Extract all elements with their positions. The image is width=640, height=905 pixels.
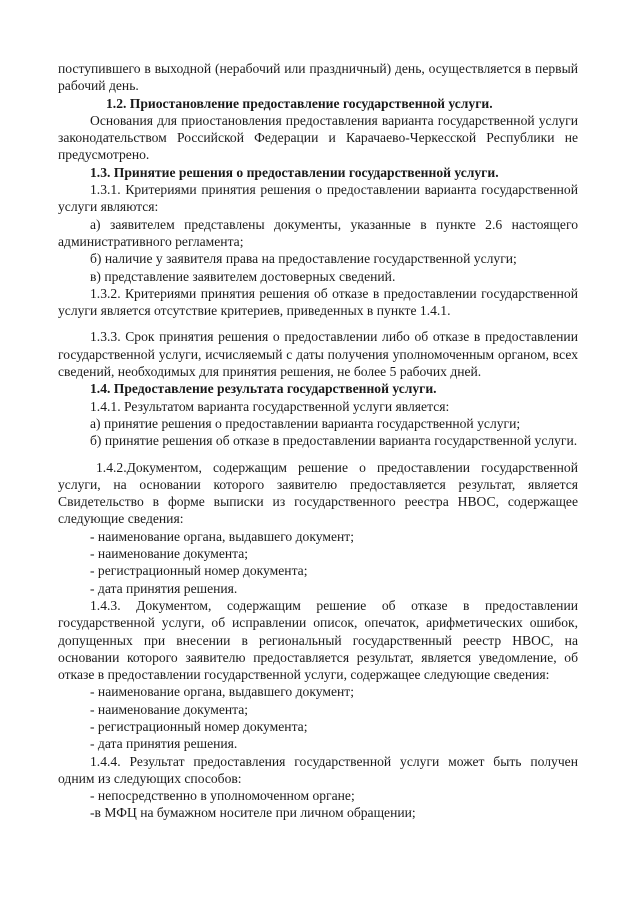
info-item: - регистрационный номер документа;: [90, 718, 308, 734]
info-item: - регистрационный номер документа;: [90, 563, 308, 579]
result-item-b: б) принятие решения об отказе в предоставлении варианта государственной услуги.: [90, 433, 578, 449]
paragraph-1-4-2: 1.4.2.Документом, содержащим решение о предоставлении государственной услуги, на основании которого заявителю предоставляется результат, является Свидетельство в форме выписки из государственного реестра НВОС, содержащее следующие сведения:: [58, 459, 578, 527]
list-item-v: в) представление заявителем достоверных сведений.: [90, 268, 396, 284]
paragraph-1-4-3: 1.4.3. Документом, содержащим решение об отказе в предоставлении государственной услуги, об исправлении описок, опечаток, арифметических ошибок, допущенных при внесении в региональный государственный реестр НВОС, на основании которого заявителю предоставляется результат, является уведомление, об отказе в предоставлении государственной услуги, содержащее следующие сведения:: [58, 597, 578, 683]
result-item-a: а) принятие решения о предоставлении варианта государственной услуги;: [90, 415, 521, 431]
info-item: - наименование документа;: [90, 546, 249, 562]
method-item: - непосредственно в уполномоченном органе;: [90, 788, 355, 804]
paragraph-continuation: поступившего в выходной (нерабочий или праздничный) день, осуществляется в первый рабочий день.: [58, 61, 578, 94]
info-item: - наименование органа, выдавшего документ;: [90, 528, 355, 544]
paragraph-1-4-4: 1.4.4. Результат предоставления государственной услуги может быть получен одним из следующих способов:: [58, 753, 578, 786]
paragraph-1-3-1: 1.3.1. Критериями принятия решения о предоставлении варианта государственной услуги являются:: [58, 182, 578, 215]
paragraph-suspension-basis: Основания для приостановления предоставления варианта государственной услуги законодательством Российской Федерации и Карачаево-Черкесской Республики не предусмотрено.: [58, 112, 578, 163]
paragraph-1-4-1: 1.4.1. Результатом варианта государственной услуги является:: [90, 398, 450, 414]
list-item-b: б) наличие у заявителя права на предоставление государственной услуги;: [90, 251, 517, 267]
heading-1-4: 1.4. Предоставление результата государственной услуги.: [90, 381, 437, 397]
info-item: - наименование органа, выдавшего документ;: [90, 684, 355, 700]
list-item-a: а) заявителем представлены документы, указанные в пункте 2.6 настоящего административного регламента;: [58, 216, 578, 249]
heading-1-3: 1.3. Принятие решения о предоставлении государственной услуги.: [90, 164, 499, 180]
method-item: -в МФЦ на бумажном носителе при личном обращении;: [90, 805, 416, 821]
paragraph-1-3-2: 1.3.2. Критериями принятия решения об отказе в предоставлении государственной услуги является отсутствие критериев, приведенных в пункте 1.4.1.: [58, 285, 578, 319]
info-item: - дата принятия решения.: [90, 736, 238, 752]
heading-1-2: 1.2. Приостановление предоставление государственной услуги.: [106, 95, 493, 111]
info-item: - наименование документа;: [90, 701, 249, 717]
document-page: [58, 60, 578, 822]
paragraph-1-3-3: 1.3.3. Срок принятия решения о предоставлении либо об отказе в предоставлении государственной услуги, исчисляемый с даты получения уполномоченным органом, всех сведений, необходимых для принятия решения, не более 5 рабочих дней.: [58, 329, 578, 380]
info-item: - дата принятия решения.: [90, 580, 238, 596]
